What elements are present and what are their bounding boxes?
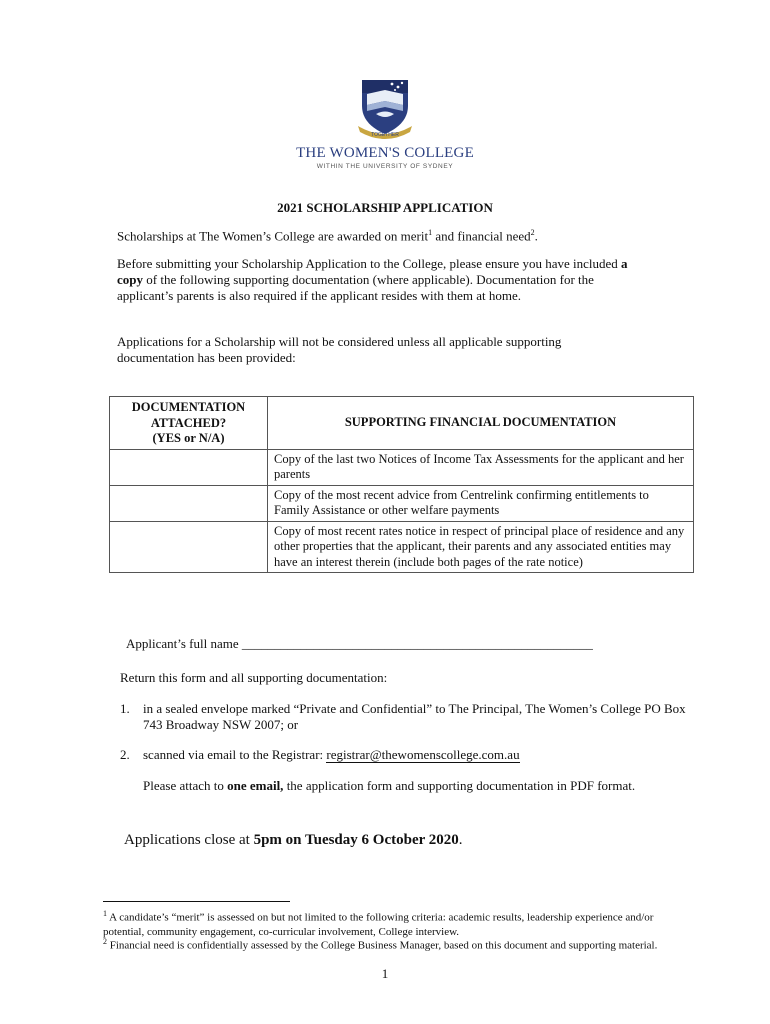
footnote-divider xyxy=(103,901,290,902)
col-documentation-header: SUPPORTING FINANCIAL DOCUMENTATION xyxy=(268,397,694,450)
registrar-email-link[interactable]: registrar@thewomenscollege.com.au xyxy=(326,747,520,762)
email-intro-text: scanned via email to the Registrar: xyxy=(143,747,327,762)
instructions-part-a: Before submitting your Scholarship Application to the College, please ensure you have included xyxy=(117,256,621,271)
intro-part-a: Scholarships at The Women’s College are awarded on merit xyxy=(117,228,429,244)
closing-deadline: 5pm on Tuesday 6 October 2020 xyxy=(253,832,459,848)
table-row xyxy=(110,521,694,573)
instructions-paragraph xyxy=(117,256,647,304)
college-subtitle: WITHIN THE UNIVERSITY OF SYDNEY xyxy=(316,163,454,170)
svg-text:TOGETHER: TOGETHER xyxy=(371,132,399,138)
intro-part-b: and financial need xyxy=(432,228,531,244)
attach-part-b: the application form and supporting documentation in PDF format. xyxy=(283,778,636,793)
footnote-2 xyxy=(103,935,673,953)
requirement-paragraph: Applications for a Scholarship will not be considered unless all applicable supporting documentation has been provided: xyxy=(117,334,562,365)
footnote-1-text: A candidate’s “merit” is assessed on but not limited to the following criteria: academic results, leadership experience and/or potential, community engagement, co-curricular involvement, College interview. xyxy=(103,911,654,938)
col-attached-header xyxy=(110,397,268,450)
page-title: 2021 SCHOLARSHIP APPLICATION xyxy=(277,200,493,215)
return-intro: Return this form and all supporting documentation: xyxy=(120,670,388,685)
attach-instruction xyxy=(143,778,703,794)
list-item-email xyxy=(143,747,703,763)
closing-part-a: Applications close at xyxy=(124,832,254,848)
table-header-row xyxy=(110,397,694,450)
closing-part-b: . xyxy=(458,832,463,848)
list-number-1: 1. xyxy=(120,701,130,716)
list-number-2: 2. xyxy=(120,747,130,762)
documentation-table xyxy=(109,396,694,573)
col-attached-header-line: ATTACHED? xyxy=(150,415,227,430)
table-row xyxy=(110,449,694,485)
page-number: 1 xyxy=(381,966,389,981)
college-name: THE WOMEN'S COLLEGE xyxy=(296,145,474,161)
applicant-name-field[interactable]: Applicant’s full name ______________________________________________________ xyxy=(126,636,593,651)
footnote-ref-1: 1 xyxy=(428,228,433,237)
list-item-post: in a sealed envelope marked “Private and Confidential” to The Principal, The Women’s College PO Box 743 Broadway NSW 2007; or xyxy=(143,701,686,732)
footnote-ref-2: 2 xyxy=(530,228,535,237)
attached-cell-3[interactable] xyxy=(110,521,268,573)
closing-date xyxy=(124,832,463,849)
col-attached-header-line: (YES or N/A) xyxy=(152,431,225,445)
footnote-1-number: 1 xyxy=(103,909,107,918)
intro-part-c: . xyxy=(534,228,538,244)
college-crest-icon xyxy=(300,78,470,140)
attach-bold: one email, xyxy=(227,778,284,793)
instructions-bold: a copy xyxy=(117,256,628,287)
footnote-2-number: 2 xyxy=(103,937,107,946)
intro-text xyxy=(117,225,647,244)
table-row xyxy=(110,485,694,521)
document-cell: Copy of most recent rates notice in respect of principal place of residence and any other properties that the applicant, their parents and any associated entities may have an interest therein (include both pages of the rate notice) xyxy=(268,521,694,573)
attached-cell-1[interactable] xyxy=(110,449,268,485)
instructions-part-b: of the following supporting documentation (where applicable). Documentation for the applicant’s parents is also required if the applicant resides with them at home. xyxy=(117,272,594,303)
attached-cell-2[interactable] xyxy=(110,485,268,521)
footnote-2-text: Financial need is confidentially assessed by the College Business Manager, based on this document and supporting material. xyxy=(107,939,658,952)
attach-part-a: Please attach to xyxy=(143,778,228,793)
document-cell: Copy of the most recent advice from Centrelink confirming entitlements to Family Assistance or other welfare payments xyxy=(268,485,694,521)
document-cell: Copy of the last two Notices of Income Tax Assessments for the applicant and her parents xyxy=(268,449,694,485)
col-attached-header-line: DOCUMENTATION xyxy=(131,400,246,414)
footnote-1 xyxy=(103,907,673,939)
